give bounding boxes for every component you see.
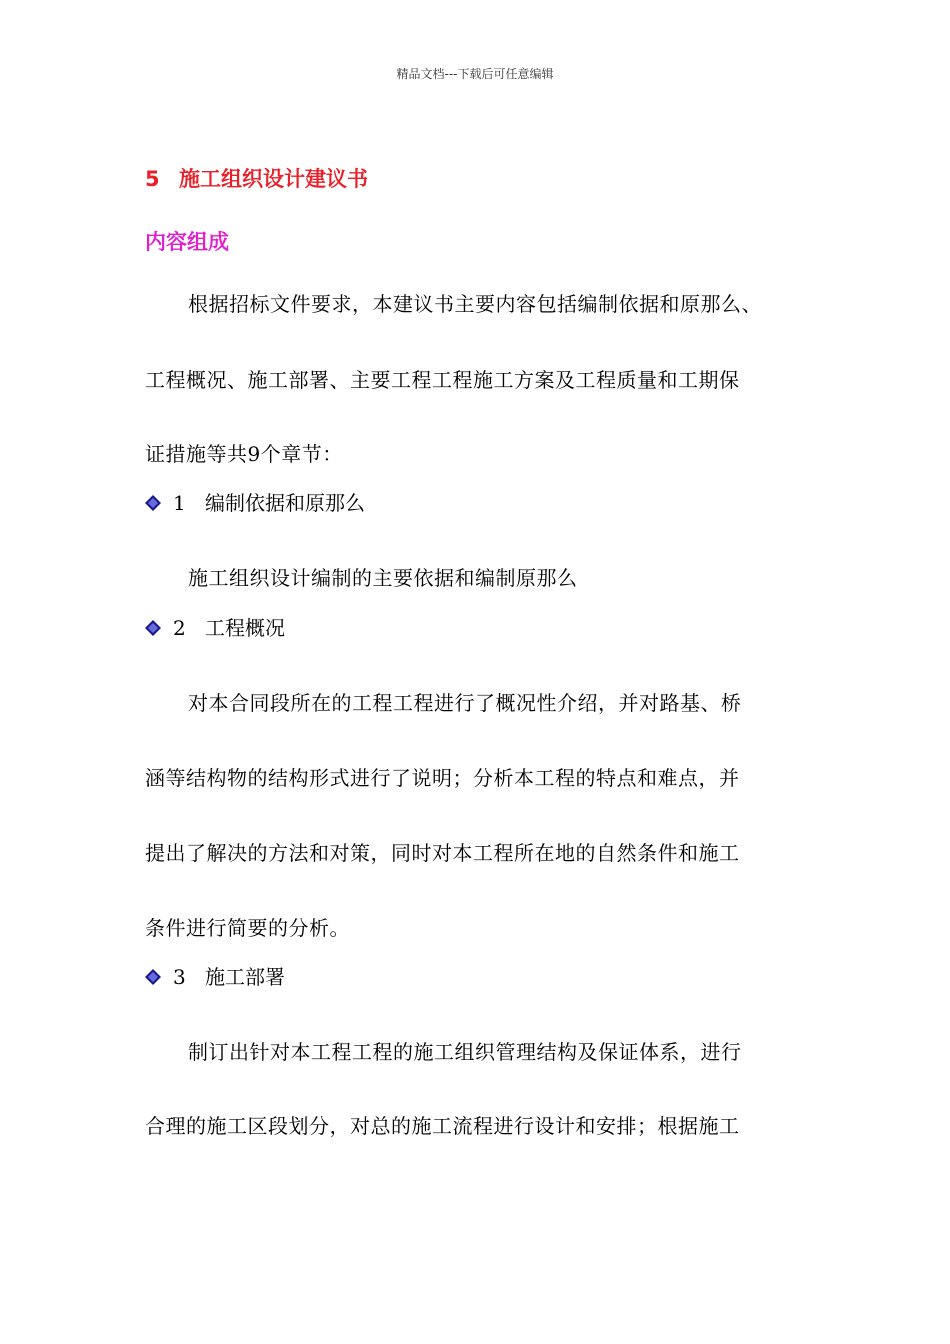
item-number: 2 [173,616,186,640]
item-3-line-2: 合理的施工区段划分，对总的施工流程进行设计和安排；根据施工 [145,1114,740,1138]
section-title: 施工组织设计建议书 [179,167,368,191]
item-title: 编制依据和原那么 [205,491,365,515]
intro-line-1: 根据招标文件要求，本建议书主要内容包括编制依据和原那么、 [188,292,762,316]
item-2-line-1: 对本合同段所在的工程工程进行了概况性介绍，并对路基、桥 [188,691,742,715]
item-number: 1 [173,491,186,515]
section-heading [145,165,368,193]
item-2-line-2: 涵等结构物的结构形式进行了说明；分析本工程的特点和难点，并 [145,766,740,790]
diamond-bullet-icon [145,963,159,991]
diamond-bullet-icon [145,614,159,642]
item-heading-3 [145,963,285,991]
item-1-line-1: 施工组织设计编制的主要依据和编制原那么 [188,566,578,590]
section-number: 5 [145,167,160,191]
item-heading-1 [145,489,365,517]
subsection-heading: 内容组成 [145,230,229,254]
item-title: 工程概况 [205,616,285,640]
diamond-bullet-icon [145,489,159,517]
item-title: 施工部署 [205,965,285,989]
page-header: 精品文档---下载后可任意编辑 [396,67,554,81]
item-number: 3 [173,965,186,989]
item-2-line-4: 条件进行简要的分析。 [145,916,350,940]
item-3-line-1: 制订出针对本工程工程的施工组织管理结构及保证体系，进行 [188,1040,742,1064]
item-2-line-3: 提出了解决的方法和对策，同时对本工程所在地的自然条件和施工 [145,841,740,865]
intro-line-3: 证措施等共9个章节： [145,442,343,466]
intro-line-2: 工程概况、施工部署、主要工程工程施工方案及工程质量和工期保 [145,368,740,392]
item-heading-2 [145,614,285,642]
